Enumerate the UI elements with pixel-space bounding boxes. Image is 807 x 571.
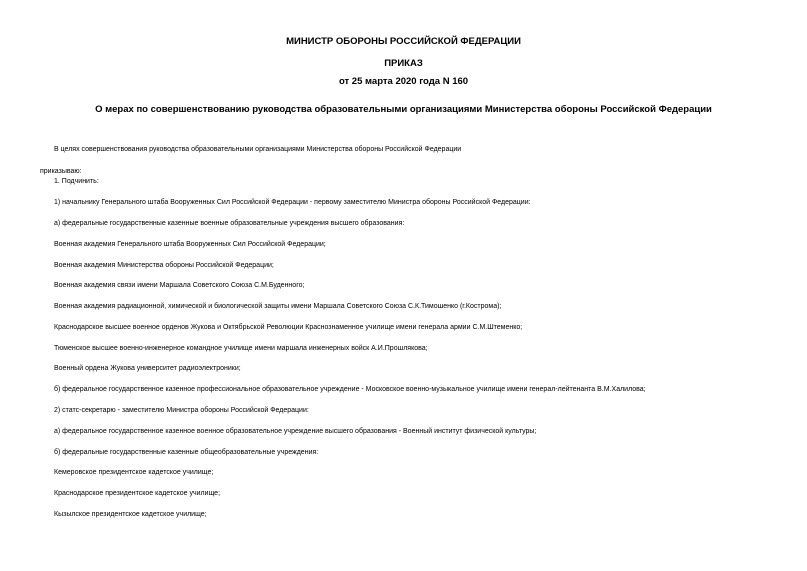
list-item: Военный ордена Жукова университет радиоэлектроники; bbox=[54, 365, 241, 372]
list-item: Военная академия Генерального штаба Вооруженных Сил Российской Федерации; bbox=[54, 241, 326, 248]
document-type: ПРИКАЗ bbox=[384, 58, 423, 69]
document-title: О мерах по совершенствованию руководства образовательными организациями Министерства обороны Российской Федерации bbox=[95, 104, 712, 115]
list-item: Военная академия радиационной, химической и биологической защиты имени Маршала Советского Союза С.К.Тимошенко (г.Кострома); bbox=[54, 303, 502, 310]
subclause-2a: а) федеральное государственное казенное военное образовательное учреждение высшего образования - Военный институт физической культуры; bbox=[54, 428, 537, 435]
list-item: Краснодарское высшее военное орденов Жукова и Октябрьской Революции Краснознаменное училище имени генерала армии С.М.Штеменко; bbox=[54, 324, 523, 331]
clause-1: 1. Подчинить: bbox=[54, 178, 99, 185]
subclause-1b: б) федеральное государственное казенное профессиональное образовательное учреждение - Московское военно-музыкальное училище имени генерал-лейтенанта В.М.Халилова; bbox=[54, 386, 646, 393]
date-and-number: от 25 марта 2020 года N 160 bbox=[338, 76, 469, 87]
issuing-authority: МИНИСТР ОБОРОНЫ РОССИЙСКОЙ ФЕДЕРАЦИИ bbox=[286, 36, 521, 47]
subclause-1a: а) федеральные государственные казенные военные образовательные учреждения высшего образования: bbox=[54, 220, 405, 227]
subclause-2: 2) статс-секретарю - заместителю Министра обороны Российской Федерации: bbox=[54, 407, 309, 414]
list-item: Кызылское президентское кадетское училище; bbox=[54, 511, 207, 518]
order-phrase: приказываю: bbox=[40, 168, 82, 175]
list-item: Военная академия Министерства обороны Российской Федерации; bbox=[54, 262, 274, 269]
list-item: Военная академия связи имени Маршала Советского Союза С.М.Буденного; bbox=[54, 282, 305, 289]
list-item: Кемеровское президентское кадетское училище; bbox=[54, 469, 214, 476]
list-item: Краснодарское президентское кадетское училище; bbox=[54, 490, 221, 497]
subclause-2b: б) федеральные государственные казенные общеобразовательные учреждения: bbox=[54, 449, 319, 456]
list-item: Тюменское высшее военно-инженерное командное училище имени маршала инженерных войск А.И.Прошлякова; bbox=[54, 345, 428, 352]
subclause-1: 1) начальнику Генерального штаба Вооруженных Сил Российской Федерации - первому заместителю Министра обороны Российской Федерации: bbox=[54, 199, 531, 206]
preamble-paragraph: В целях совершенствования руководства образовательными организациями Министерства обороны Российской Федерации bbox=[54, 146, 462, 153]
